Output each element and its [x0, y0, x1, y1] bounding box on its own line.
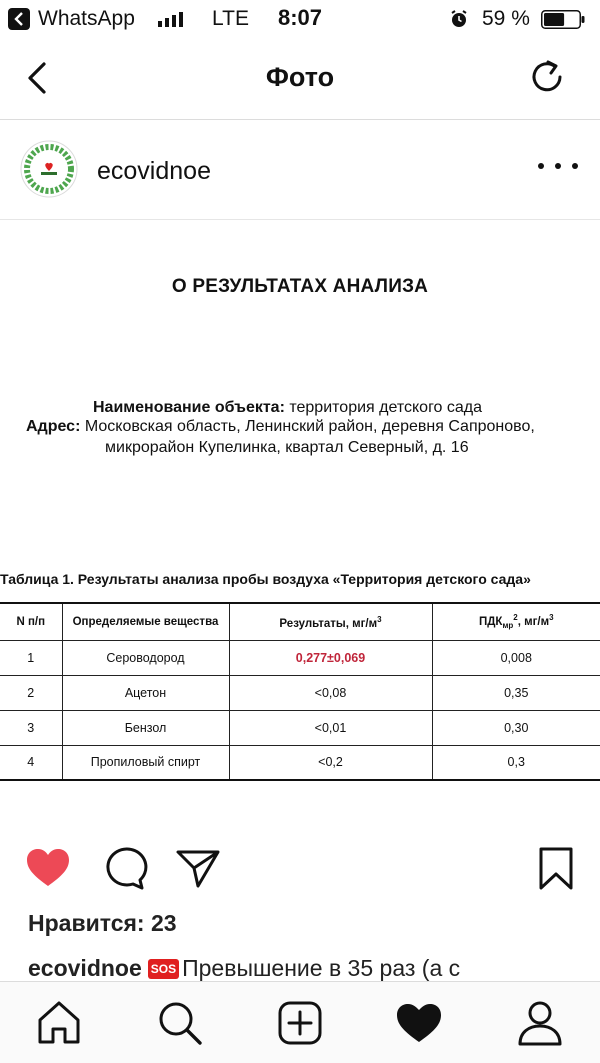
doc-address-label: Адрес:: [26, 418, 81, 435]
network-type: LTE: [212, 7, 249, 30]
doc-table-caption: Таблица 1. Результаты анализа пробы воздуха «Территория детского сада»: [0, 571, 531, 587]
table-cell-limit: 0,008: [432, 640, 600, 675]
back-icon[interactable]: [18, 58, 58, 98]
table-cell-n: 1: [0, 640, 62, 675]
bookmark-icon[interactable]: [532, 844, 580, 892]
table-cell-limit: 0,3: [432, 745, 600, 780]
table-cell-substance: Пропиловый спирт: [62, 745, 229, 780]
table-cell-n: 2: [0, 675, 62, 710]
table-cell-substance: Ацетон: [62, 675, 229, 710]
doc-address-line1: Московская область, Ленинский район, деревня Сапроново,: [84, 418, 535, 435]
table-cell-limit: 0,35: [432, 675, 600, 710]
page-title: Фото: [265, 62, 335, 92]
table-cell-result: <0,08: [229, 675, 432, 710]
table-cell-result: <0,2: [229, 745, 432, 780]
table-row: [0, 745, 600, 780]
table-header-n: N п/п: [0, 603, 62, 640]
doc-address-line: [26, 418, 535, 436]
table-header-substance: Определяемые вещества: [62, 603, 229, 640]
nav-bar: [0, 38, 600, 120]
post-username[interactable]: ecovidnoe: [97, 157, 211, 185]
post-caption: [28, 955, 460, 982]
results-table: [0, 602, 600, 781]
doc-address-line2: микрорайон Купелинка, квартал Северный, д. 16: [105, 439, 469, 456]
caption-username[interactable]: ecovidnoe: [28, 955, 142, 981]
table-header-result: Результаты, $мг/м^3$: [229, 603, 432, 640]
profile-icon[interactable]: [515, 998, 565, 1048]
table-row: [0, 640, 600, 675]
table-cell-n: 3: [0, 710, 62, 745]
doc-title: О РЕЗУЛЬТАТАХ АНАЛИЗА: [171, 276, 429, 297]
share-icon[interactable]: [174, 844, 222, 892]
heart-icon[interactable]: [24, 844, 72, 892]
table-header-row: [0, 603, 600, 640]
table-cell-substance: Сероводород: [62, 640, 229, 675]
table-cell-limit: 0,30: [432, 710, 600, 745]
table-row: [0, 710, 600, 745]
sos-emoji-icon: SOS: [148, 959, 179, 979]
signal-icon: [158, 11, 183, 27]
table-row: [0, 675, 600, 710]
back-to-app-icon: [8, 8, 30, 30]
alarm-icon: [449, 9, 469, 29]
post-image[interactable]: [0, 221, 600, 810]
status-bar: [0, 0, 600, 38]
table-cell-substance: Бензол: [62, 710, 229, 745]
battery-fill: [544, 13, 564, 26]
tab-bar: [0, 981, 600, 1063]
clock: 8:07: [277, 5, 323, 30]
avatar[interactable]: [20, 140, 78, 198]
comment-icon[interactable]: [100, 844, 148, 892]
back-to-app[interactable]: [8, 7, 135, 31]
table-cell-n: 4: [0, 745, 62, 780]
table-cell-result: <0,01: [229, 710, 432, 745]
back-to-app-label: WhatsApp: [38, 7, 135, 30]
search-icon[interactable]: [155, 998, 205, 1048]
doc-object-value: территория детского сада: [289, 399, 483, 416]
battery-icon: [541, 10, 585, 29]
home-icon[interactable]: [34, 998, 84, 1048]
doc-object-label: Наименование объекта:: [93, 399, 285, 416]
table-cell-result: 0,277±0,069: [229, 640, 432, 675]
post-header: [0, 120, 600, 220]
refresh-icon[interactable]: [526, 56, 568, 98]
battery-percent: 59 %: [482, 7, 530, 30]
likes-count[interactable]: Нравится: 23: [28, 910, 177, 936]
add-icon[interactable]: [275, 998, 325, 1048]
doc-object-line: [93, 399, 482, 417]
post-actions: [0, 838, 600, 898]
caption-text: Превышение в 35 раз (а с: [182, 955, 461, 981]
more-icon[interactable]: [538, 154, 578, 178]
table-header-limit: $ПДК_{мр}^2$, $мг/м^3$: [432, 603, 600, 640]
activity-icon[interactable]: [394, 998, 444, 1048]
